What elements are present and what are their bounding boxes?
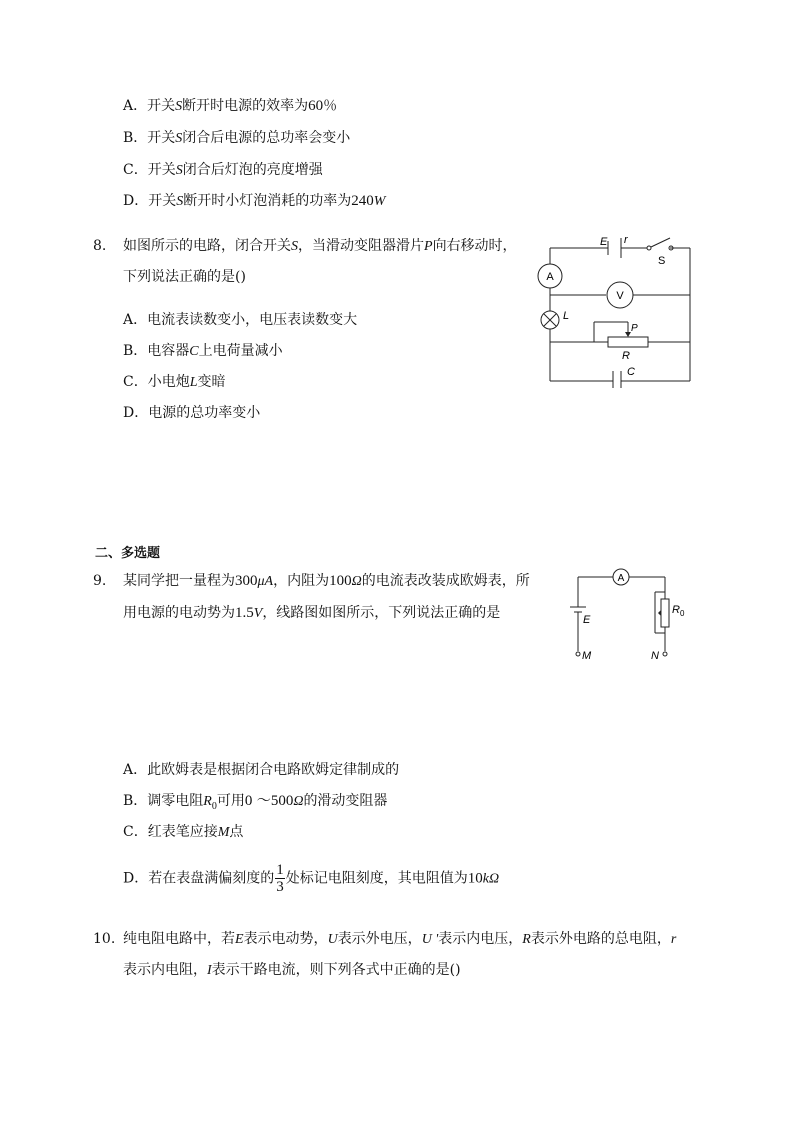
q8-option-b: B．电容器C上电荷量减小 bbox=[123, 343, 283, 359]
q8-label-c: C bbox=[627, 366, 635, 378]
q8-label-l: L bbox=[563, 310, 570, 322]
q9-stem-line2: 用电源的电动势为1.5V，线路图如图所示，下列说法正确的是 bbox=[123, 605, 501, 621]
q9-ammeter-label: A bbox=[617, 573, 625, 584]
q8-label-e: E bbox=[600, 236, 608, 248]
q8-label-r: R bbox=[622, 350, 630, 362]
q7-option-b: B．开关S闭合后电源的总功率会变小 bbox=[123, 130, 351, 146]
q8-stem-line2: 下列说法正确的是() bbox=[123, 269, 246, 285]
q8-ammeter-label: A bbox=[546, 271, 554, 283]
q8-circuit-diagram bbox=[530, 228, 700, 388]
q10-stem-line1: 纯电阻电路中，若E表示电动势，U表示外电压，U '表示内电压，R表示外电路的总电阻，r bbox=[123, 931, 677, 947]
q7-option-d: D．开关S断开时小灯泡消耗的功率为240W bbox=[123, 193, 386, 209]
q9-label-e: E bbox=[583, 614, 591, 626]
q9-option-c: C．红表笔应接M点 bbox=[123, 824, 244, 840]
q9-label-m: M bbox=[582, 650, 592, 662]
q9-ohmmeter-diagram bbox=[565, 565, 685, 665]
q8-number: 8. bbox=[93, 238, 107, 254]
section-heading: 二、多选题 bbox=[95, 546, 161, 561]
q9-label-r0: $R_0$ bbox=[672, 604, 685, 618]
q8-label-s: S bbox=[658, 255, 666, 267]
q8-voltmeter-label: V bbox=[616, 290, 624, 302]
q8-option-c: C．小电炮L变暗 bbox=[123, 374, 226, 390]
q8-option-d: D．电源的总功率变小 bbox=[123, 405, 261, 421]
q8-label-r-internal: r bbox=[624, 234, 628, 246]
q9-number: 9. bbox=[93, 573, 107, 589]
q8-option-a: A．电流表读数变小，电压表读数变大 bbox=[123, 312, 358, 328]
q7-option-a: A．开关S断开时电源的效率为60％ bbox=[123, 98, 338, 114]
fraction: $\frac{1}{3}$ bbox=[276, 862, 284, 895]
q8-stem-line1: 如图所示的电路，闭合开关S，当滑动变阻器滑片P向右移动时， bbox=[123, 238, 517, 254]
q9-option-d: D．若在表盘满偏刻度的 $\frac{1}{3}$ 处标记电阻刻度，其电阻值为10kΩ bbox=[123, 862, 500, 895]
q9-label-n: N bbox=[651, 650, 659, 662]
q7-option-c: C．开关S闭合后灯泡的亮度增强 bbox=[123, 162, 323, 178]
q9-option-b: B．调零电阻$R_0$可用0 ～500Ω的滑动变阻器 bbox=[123, 793, 388, 812]
q10-number: 10. bbox=[93, 931, 116, 947]
q9-stem-line1: 某同学把一量程为300μA，内阻为100Ω的电流表改装成欧姆表，所 bbox=[123, 573, 530, 589]
q10-stem-line2: 表示内电阻，I表示干路电流，则下列各式中正确的是() bbox=[123, 962, 461, 978]
q9-option-a: A．此欧姆表是根据闭合电路欧姆定律制成的 bbox=[123, 762, 400, 778]
q8-label-p: P bbox=[631, 323, 638, 334]
